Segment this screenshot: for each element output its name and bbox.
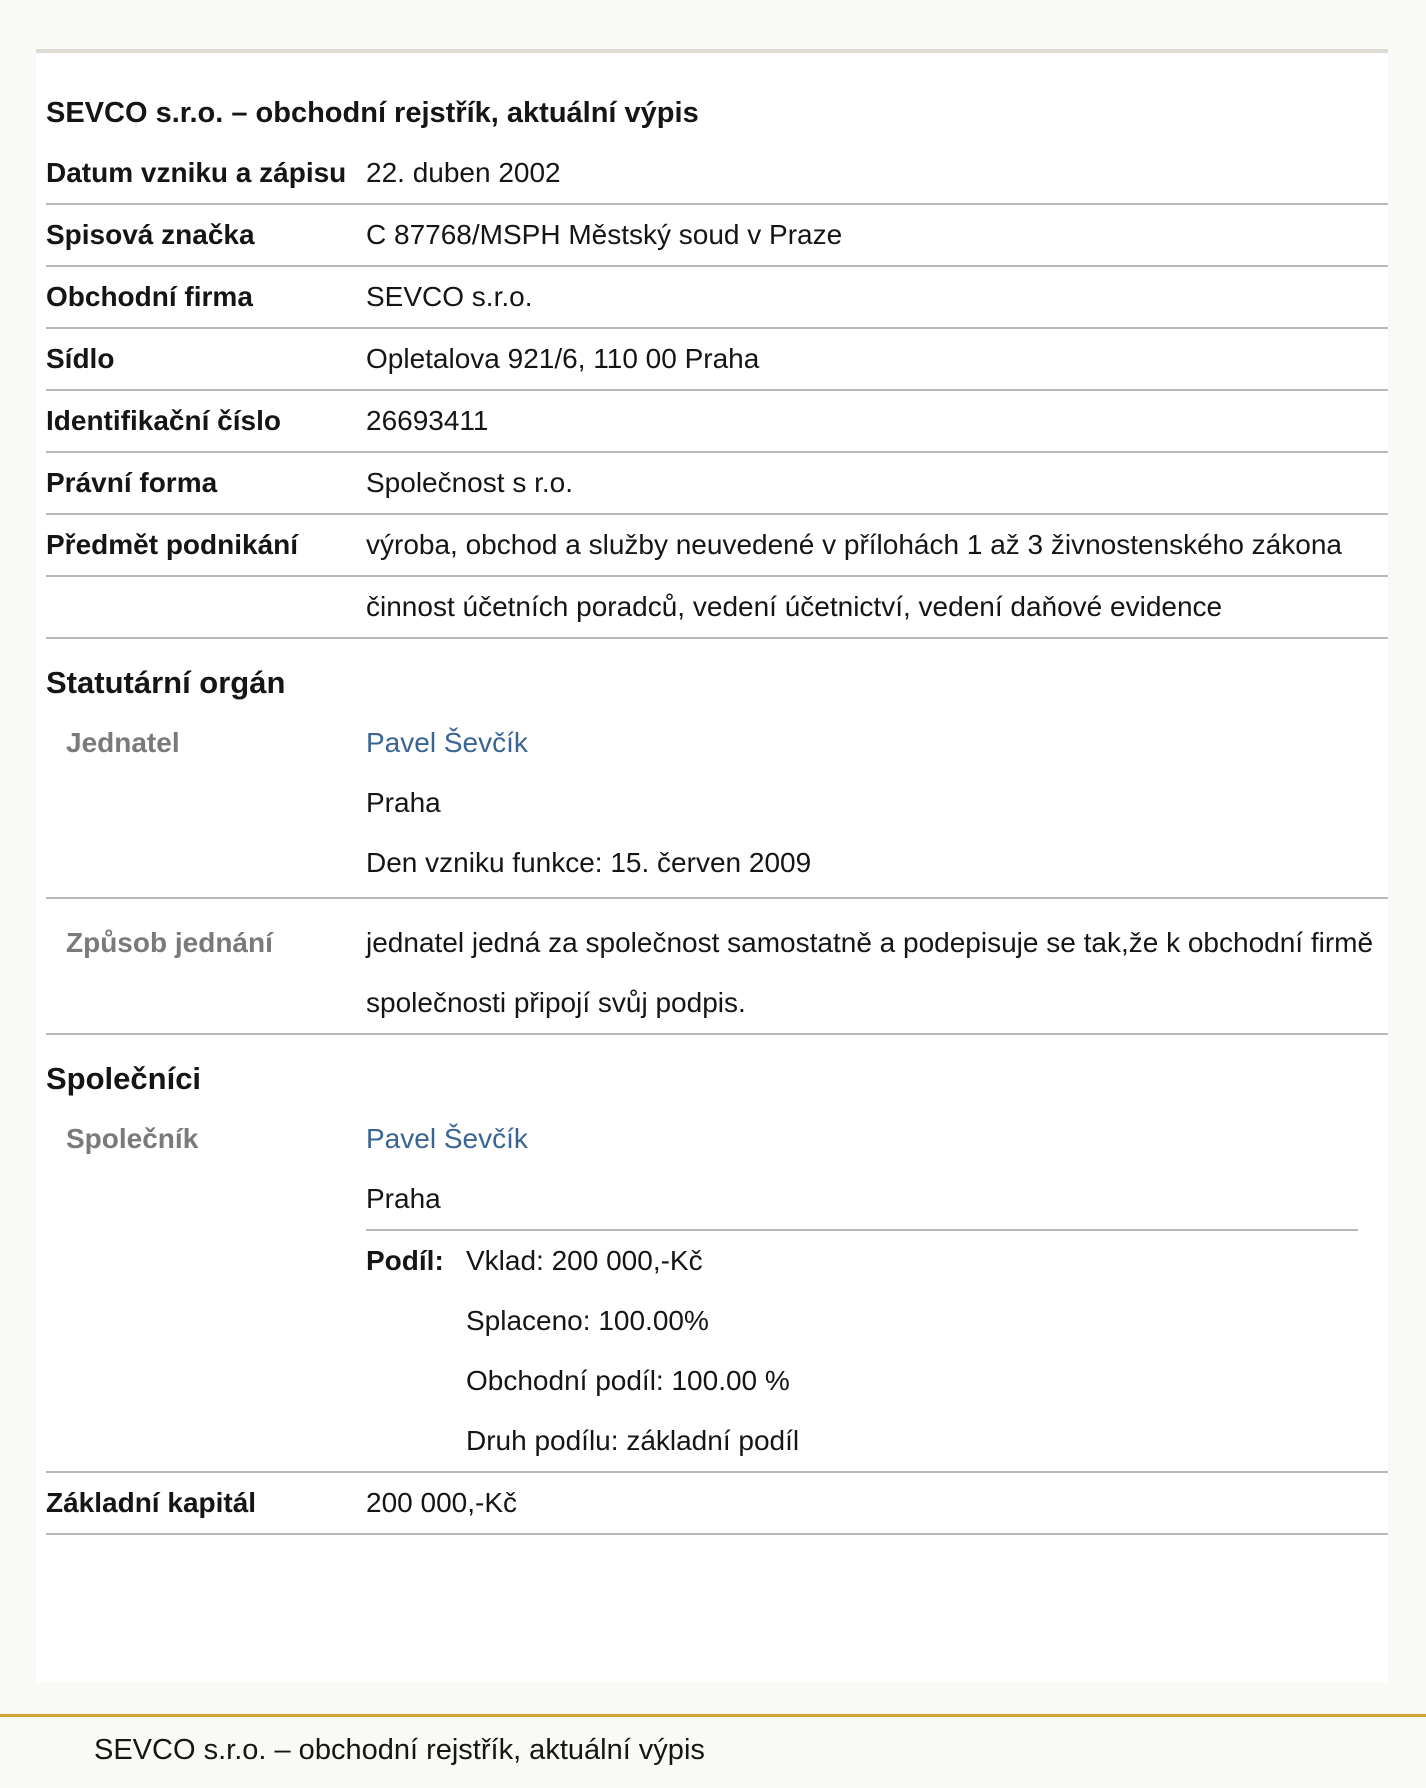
row-value: 22. duben 2002 [366,157,561,188]
row-id-number [46,391,1388,453]
row-value: Opletalova 921/6, 110 00 Praha [366,343,760,374]
footer-title: SEVCO s.r.o. – obchodní rejstřík, aktuální výpis [94,1734,705,1766]
row-label: Právní forma [46,467,218,498]
executive-details [366,713,1388,897]
row-business-activity-2 [46,577,1388,639]
row-label: Datum vzniku a zápisu [46,157,347,188]
row-company-name [46,267,1388,329]
row-legal-form [46,453,1388,515]
row-label [46,577,366,637]
share-deposit: Vklad: 200 000,-Kč [466,1245,703,1276]
share-label: Podíl: [366,1245,444,1276]
share-lines [466,1231,799,1471]
executive-since: Den vzniku funkce: 15. červen 2009 [366,847,812,878]
executive-name-link[interactable]: Pavel Ševčík [366,727,528,758]
partner-details [366,1109,1388,1471]
registry-card [36,49,1388,1682]
row-label: Identifikační číslo [46,405,281,436]
footer-divider [0,1714,1426,1717]
partner-row [46,1109,1388,1473]
partner-city: Praha [366,1183,441,1214]
statutory-conduct-row [46,899,1388,1035]
row-value: výroba, obchod a služby neuvedené v přílohách 1 až 3 živnostenského zákona [366,529,1342,560]
share-paid: Splaceno: 100.00% [466,1305,709,1336]
statutory-heading: Statutární orgán [46,665,286,700]
statutory-executive-row [46,713,1388,899]
share-type: Druh podílu: základní podíl [466,1425,800,1456]
row-file-number [46,205,1388,267]
row-label: Obchodní firma [46,281,253,312]
executive-role-label: Jednatel [66,727,180,758]
row-business-activity [46,515,1388,577]
partners-heading: Společníci [46,1061,202,1096]
row-label: Základní kapitál [46,1487,257,1518]
row-label: Spisová značka [46,219,255,250]
row-registered-capital [46,1473,1388,1535]
row-value: C 87768/MSPH Městský soud v Praze [366,219,843,250]
partner-role-label: Společník [66,1123,199,1154]
row-value: 26693411 [366,405,489,436]
row-value: 200 000,-Kč [366,1487,517,1518]
registry-content [46,93,1388,1535]
partner-name-link[interactable]: Pavel Ševčík [366,1123,528,1154]
conduct-label: Způsob jednání [66,927,273,958]
row-seat [46,329,1388,391]
row-value: SEVCO s.r.o. [366,281,533,312]
row-value: činnost účetních poradců, vedení účetnictví, vedení daňové evidence [366,591,1223,622]
executive-city: Praha [366,787,441,818]
row-value: Společnost s r.o. [366,467,574,498]
conduct-value: jednatel jedná za společnost samostatně a podepisuje se tak,že k obchodní firmě společnosti připojí svůj podpis. [366,927,1374,1018]
row-label: Sídlo [46,343,115,374]
partner-share [366,1229,1358,1471]
page-title: SEVCO s.r.o. – obchodní rejstřík, aktuální výpis [46,97,699,129]
row-date [46,143,1388,205]
share-business-share: Obchodní podíl: 100.00 % [466,1365,790,1396]
row-label: Předmět podnikání [46,529,299,560]
